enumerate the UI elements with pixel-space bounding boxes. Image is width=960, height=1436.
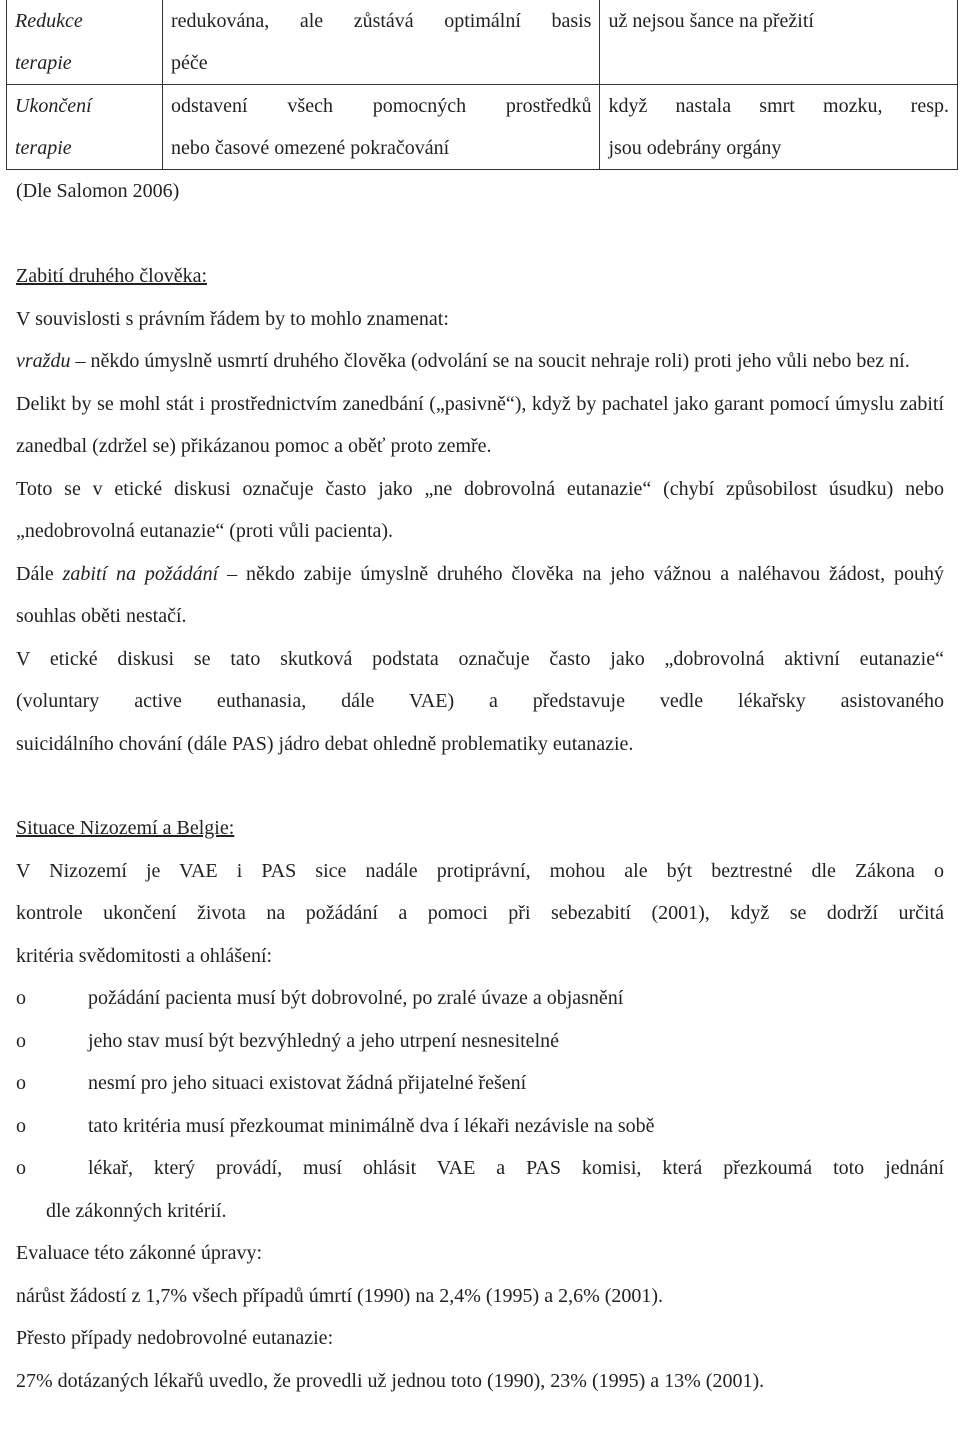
murder-paragraph: vraždu – někdo úmyslně usmrtí druhého člověka (odvolání se na soucit nehraje roli) proti jeho vůli nebo bez ní. [16, 350, 910, 372]
netherlands-paragraph: V Nizozemí je VAE i PAS sice nadále protiprávní, mohou ale být beztrestné dle Zákona o kontrole ukončení života na požádání a pomoci při sebezabití (2001), když se dodrží určitá kritéria svědomitosti a ohlášení: [16, 859, 944, 967]
bullet-marker: o [16, 1157, 26, 1179]
delict-paragraph: Delikt by se mohl stát i prostřednictvím zanedbání („pasivně“), když by pachatel jako garant pomocí úmyslu zabití zanedbal (zdržel se) přikázanou pomoc a oběť proto zemře. [16, 392, 944, 457]
bullet-marker: o [16, 1029, 26, 1052]
request-killing-term: zabití na požádání [62, 562, 219, 585]
ethics-paragraph: Toto se v etické diskusi označuje často jako „ne dobrovolná eutanazie“ (chybí způsobilost úsudku) nebo „nedobrovolná eutanazie“ (proti vůli pacienta). [16, 477, 944, 542]
bullet-marker: o [16, 1114, 26, 1137]
involuntary-heading: Přesto případy nedobrovolné eutanazie: [16, 1327, 334, 1349]
list-item: o tato kritéria musí přezkoumat minimálně dva í lékaři nezávisle na sobě [16, 1105, 944, 1148]
table-cell-description: odstavení všech pomocných prostředků nebo časové omezené pokračování [162, 85, 600, 170]
murder-term: vraždu [16, 350, 71, 372]
list-item: o jeho stav musí být bezvýhledný a jeho utrpení nesnesitelné [16, 1020, 944, 1063]
table-cell-term: Ukončení terapie [7, 85, 163, 170]
table-row [7, 0, 958, 85]
table-cell-term: Redukce terapie [7, 0, 163, 85]
list-item: o lékař, který provádí, musí ohlásit VAE a PAS komisi, která přezkoumá toto jednání dle zákonných kritérií. [16, 1147, 944, 1232]
request-killing-paragraph: Dále zabití na požádání – někdo zabije úmyslně druhého člověka na jeho vážnou a naléhavou žádost, pouhý souhlas oběti nestačí. [16, 562, 944, 627]
table-row [7, 85, 958, 170]
bullet-marker: o [16, 987, 26, 1009]
intro-paragraph: V souvislosti s právním řádem by to mohlo znamenat: [16, 307, 449, 330]
vae-paragraph: V etické diskusi se tato skutková podstata označuje často jako „dobrovolná aktivní eutanazie“ (voluntary active euthanasia, dále VAE) a představuje vedle lékařsky asistovaného suicidálního chování (dále PAS) jádro debat ohledně problematiky eutanazie. [16, 647, 944, 755]
list-item: o požádání pacienta musí být dobrovolné, po zralé úvaze a objasnění [16, 977, 944, 1020]
table-source-note: (Dle Salomon 2006) [16, 180, 180, 202]
bullet-marker: o [16, 1072, 26, 1094]
table-cell-description: redukována, ale zůstává optimální basis péče [162, 0, 600, 85]
criteria-list [16, 977, 944, 1232]
evaluation-text: nárůst žádostí z 1,7% všech případů úmrtí (1990) na 2,4% (1995) a 2,6% (2001). [16, 1284, 664, 1307]
therapy-table [6, 0, 958, 170]
document-body [16, 255, 944, 1402]
involuntary-text: 27% dotázaných lékařů uvedlo, že provedli už jednou toto (1990), 23% (1995) a 13% (2001). [16, 1369, 765, 1392]
section-heading-killing: Zabití druhého člověka: [16, 265, 208, 287]
evaluation-heading: Evaluace této zákonné úpravy: [16, 1242, 262, 1264]
table-cell-condition: už nejsou šance na přežití [600, 0, 958, 85]
list-item: o nesmí pro jeho situaci existovat žádná přijatelné řešení [16, 1062, 944, 1105]
section-heading-netherlands: Situace Nizozemí a Belgie: [16, 817, 235, 839]
table-cell-condition: když nastala smrt mozku, resp. jsou odebrány orgány [600, 85, 958, 170]
